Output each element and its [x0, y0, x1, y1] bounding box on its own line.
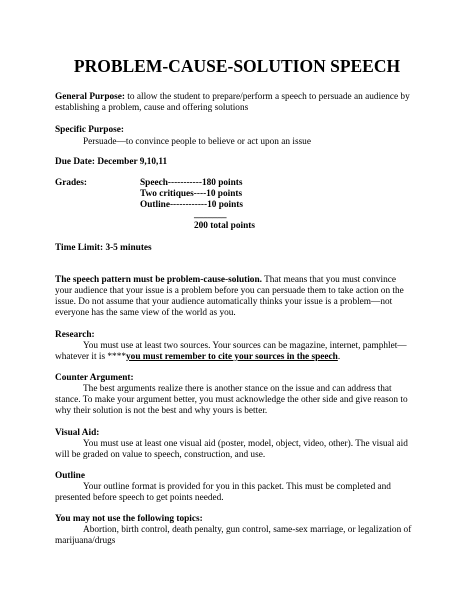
research-heading: Research: — [55, 330, 95, 340]
general-purpose-text: to allow the student to prepare/perform a speech to persuade an audience by — [124, 92, 410, 102]
document-title: PROBLEM-CAUSE-SOLUTION SPEECH — [73, 56, 401, 76]
grade-item-critiques: Two critiques----10 points — [140, 189, 243, 199]
time-limit: Time Limit: 3-5 minutes — [55, 243, 152, 253]
specific-purpose-text: Persuade—to convince people to believe or act upon an issue — [83, 137, 311, 147]
counter-argument-line3: why their solution is not the best and why yours is better. — [55, 406, 268, 416]
grade-item-speech: Speech-----------180 points — [140, 178, 243, 188]
general-purpose-line2: establishing a problem, cause and offering solutions — [55, 103, 249, 113]
grades-total-rule: _______ — [194, 210, 227, 220]
grades-label: Grades: — [55, 178, 88, 188]
grades-total: 200 total points — [194, 221, 255, 231]
research-line2 — [55, 352, 340, 363]
outline-heading: Outline — [55, 471, 85, 481]
topics-line1: Abortion, birth control, death penalty, gun control, same-sex marriage, or legalization of — [83, 525, 412, 535]
pattern-bold-lead: The speech pattern must be problem-cause-solution. — [55, 275, 262, 285]
topics-heading: You may not use the following topics: — [55, 514, 203, 524]
due-date: Due Date: December 9,10,11 — [55, 157, 168, 167]
research-cite-emphasis: you must remember to cite your sources in the speech — [126, 352, 338, 362]
specific-purpose-label: Specific Purpose: — [55, 125, 124, 135]
research-line1: You must use at least two sources. Your sources can be magazine, internet, pamphlet— — [83, 341, 407, 351]
general-purpose-label: General Purpose: — [55, 92, 125, 102]
visual-aid-heading: Visual Aid: — [55, 428, 100, 438]
pattern-line4: everyone has the same view of the world as you. — [55, 308, 236, 318]
counter-argument-line2: stance. To make your argument better, you must acknowledge the other side and give reason to — [55, 395, 408, 405]
topics-line2: marijuana/drugs — [55, 536, 116, 546]
visual-aid-line1: You must use at least one visual aid (poster, model, object, video, other). The visual aid — [83, 439, 408, 449]
outline-line1: Your outline format is provided for you in this packet. This must be completed and — [83, 482, 391, 492]
general-purpose-line1 — [55, 92, 410, 103]
research-line2-pre: whatever it is **** — [55, 352, 127, 362]
pattern-line1-rest: That means that you must convince — [261, 275, 397, 285]
pattern-line2: your audience that your issue is a problem before you can persuade them to take action on the — [55, 286, 404, 296]
outline-line2: presented before speech to get points needed. — [55, 493, 224, 503]
counter-argument-line1: The best arguments realize there is another stance on the issue and can address that — [83, 384, 392, 394]
pattern-line1 — [55, 275, 396, 286]
pattern-line3: issue. Do not assume that your audience automatically thinks your issue is a problem—not — [55, 297, 393, 307]
visual-aid-line2: will be graded on value to speech, construction, and use. — [55, 450, 266, 460]
grade-item-outline: Outline------------10 points — [140, 200, 244, 210]
research-line2-end: . — [337, 352, 341, 362]
counter-argument-heading: Counter Argument: — [55, 373, 134, 383]
